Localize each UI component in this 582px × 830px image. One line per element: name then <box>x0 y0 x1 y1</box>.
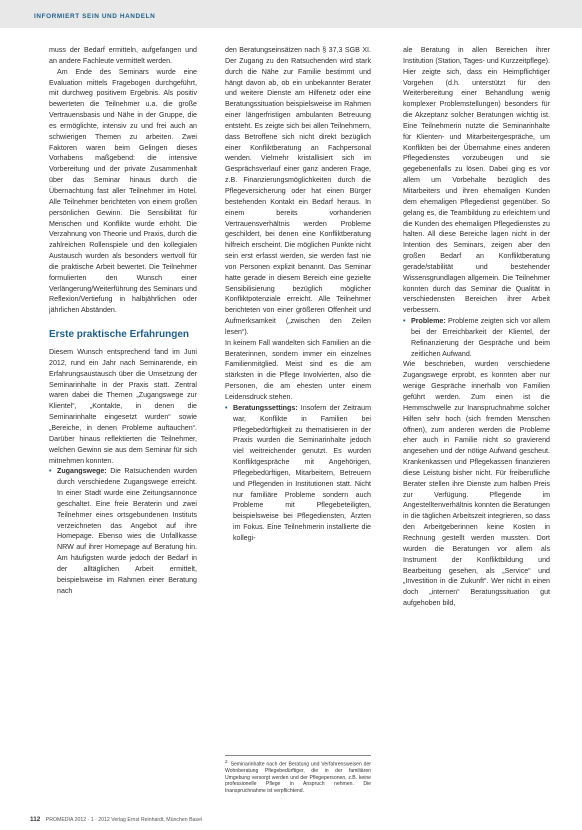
bullet-icon: • <box>403 317 406 326</box>
bullet-icon: • <box>49 467 52 476</box>
text-column-1 <box>49 45 197 597</box>
paragraph: muss der Bedarf ermitteln, aufgefangen und an andere Fachleute vermittelt werden. <box>49 46 197 65</box>
paragraph: Wie beschrieben, wurden verschiedene Zugangswege erprobt, es konnten aber nur wenige Gespräche innerhalb von Familien geführt werden. Zum einen ist die Hemmschwelle zur Inanspruchnahme solcher Hilfen sehr hoch (sich fremden Menschen öffnen), zum anderen werden die Probleme eher auch in Familie nicht so gravierend angesehen und der nötige Aufwand gescheut. Krankenkassen und Pflegekassen finanzieren diese Leistung bisher nicht. Für freiberufliche Berater stellen ihre Dienste zum halben Preis zur Verfügung. Pflegende im Angestelltenverhältnis konnten die Beratungen in die täglichen Arbeitszeit integrieren, so dass den Arbeitgeberinnen keine Kosten in Rechnung gestellt werden mussten. Dort wurden die Beratungen vor allem als Instrument der Konfliktbildung und Bearbeitung gesehen, als „Service“ und „Investition in die Zukunft“. Wer nicht in einen doch „internen“ Beratungssituation gut aufgehoben bild, <box>403 360 550 608</box>
bullet-text: Die Ratsuchenden wurden durch verschiedene Zugangswege erreicht. In einer Stadt wurde eine Zeitungsannonce geschaltet. Eine freie Beraterin und zwei Teilnehmer eines ortsgebundenen Instituts verzeichneten das Angebot auf ihre Homepage. Ebenso wies die Unfallkasse NRW auf ihrer Homepage auf Beratung hin. Am häufigsten wurde jedoch der Bedarf in der alltäglichen Arbeit ermittelt, beispielsweise im Rahmen einer Beratung nach <box>57 467 197 595</box>
footnote <box>225 755 371 795</box>
bullet-list <box>49 466 197 596</box>
paragraph: Am Ende des Seminars wurde eine Evaluation mittels Fragebogen durchgeführt, mit durchweg positivem Ergebnis. Als positiv bewerteten die Teilnehmer u.a. die große Vertrauensbasis und Nähe in der Gruppe, die es ermöglichte, intensiv zu und frei auch an schwierigen Themen zu arbeiten. Zwei Faktoren waren beim Gelingen dieses Vorhabens maßgebend: die intensive Vorbereitung und der private Zusammenhalt über das Seminar hinaus durch die Übernachtung fast aller Teilnehmer im Hotel. Alle Teilnehmer berichteten von einem großen persönlichen Gewinn. Die Sensibilität für Menschen und Konflikte wurde erhöht. Die Verzahnung von Theorie und Praxis, durch die zahlreichen Rollenspiele und den kollegialen Austausch wurden als besonders wertvoll für die praktische Arbeit bewertet. Die Teilnehmer formulierten den Wunsch einer Verlängerung/Weiterführung des Seminars und Reflexion/Vertiefung in halbjährlichen oder jährlichen Abständen. <box>49 67 197 315</box>
paragraph: den Beratungseinsätzen nach § 37,3 SGB XI. Der Zugang zu den Ratsuchenden wird stark durch die Nähe zur Familie bestimmt und hängt davon ab, ob ein unbekannter Berater und weitere Dienste am Hilfenetz oder eine Beratungssituation beispielsweise im Rahmen einer längerfristigen ambulanten Betreuung entsteht. Es zeigte sich bei allen Teilnehmern, dass Betroffene sich nicht direkt bezüglich einer Konfliktberatung an Fachpersonal wenden. Vielmehr kristallisiert sich im Gesprächsverlauf einer ganz anderen Frage, z.B. Finanzierungsmöglichkeiten durch die Pflegeversicherung oder hat einen Bürger bestehenden Kontakt ein Bedarf heraus. In einem bereits vorhandenen Vertrauensverhältnis werden Probleme geschildert, bei denen eine Konfliktberatung hilfreich erscheint. Die möglichen Punkte nicht sein erst erfasst werden, sie werden fast nie von Personen explizit benannt. Das Seminar hatte gerade in diesem Bereich eine gezielte Sensibilisierung bezüglich möglicher Konfliktpotenziale erreicht. Alle Teilnehmer berichteten von einer größeren Offenheit und Aufmerksamkeit („zwischen den Zeilen lesen“). <box>225 46 371 336</box>
page-footer <box>30 816 202 823</box>
bullet-list <box>225 403 371 544</box>
list-item <box>225 403 371 544</box>
bullet-icon: • <box>225 403 228 412</box>
bullet-text: Probleme zeigten sich vor allem bei der Erreichbarkeit der Klientel, der Refinanzierung der Gespräche und beim zeitlichen Aufwand. <box>411 317 550 358</box>
page-number: 112 <box>30 816 41 823</box>
paragraph: ale Beratung in allen Bereichen ihrer Institution (Station, Tages- und Kurzzeitpflege). Hier zeigte sich, dass ein Heimpflichtiger Vorgehen (d.h. unterstützt für den Weiterbereitung einer Behandlung wenig komplexer Problemstellungen) besonders für die Akzeptanz solcher Beratungen wichtig ist. Eine Teilnehmerin nutzte die Seminarinhalte für Klienten- und Mitarbeitergespräche, um Konflikten bei der Übernahme eines anderen Pflegedienstes vorzubeugen und sie gegebenenfalls zu lösen. Dabei ging es vor allem um Vorbehalte bezüglich des Mitarbeiters und ihren ehemaligen Kunden dem ehemaligen Pflegedienst gegenüber. So gelang es, die Teambildung zu erleichtern und die Kunden des ehemaligen Pflegedienstes zu halten. All diese Bereiche lagen nicht in der Intention des Seminars, zeigen aber den großen Bedarf an Konfliktberatung gerade/stabilität und bestehender Wissensgrundlagen allgemein. Die Teilnehmer konnten durch das Seminar die Qualität in verschiedensten Bereichen ihrer Arbeit verbessern. <box>403 46 550 315</box>
footer-text: PROMEDIA 2012 · 1 · 2012 Verlag Ernst Reinhardt, München Basel <box>45 817 203 823</box>
section-heading: Erste praktische Erfahrungen <box>49 329 190 341</box>
paragraph: In keinem Fall wandelten sich Familien an die Beraterinnen, sondern immer ein einzelnes Familienmitglied. Meist sind es die am stärksten in die Pflege Involvierten, also die Personen, die am ehesten unter einem Leidensdruck stehen. <box>225 338 371 401</box>
bullet-title: Beratungssettings: <box>233 403 298 412</box>
bullet-list <box>403 316 550 359</box>
bullet-text: Insofern der Zeitraum war, Konflikte in Familien bei Pflegebedürftigkeit zu thematisieren in der Praxis wurden die Seminarinhalte jedoch viel weitreichender genutzt. Es wurden Konfliktgespräche mit Angehörigen, Pflegebedürftigen, Mitarbeitern, Betreuern und Pflegenden in Institutionen statt. Nicht nur familiäre Probleme sondern auch Probleme mit Pflegebeteiligten, beispielsweise bei Pflegediensten, Ärzten im Fokus. Eine Teilnehmerin installierte die kollegi- <box>233 403 371 542</box>
bullet-title: Probleme: <box>411 317 446 326</box>
text-column-3 <box>403 45 550 609</box>
list-item <box>403 316 550 359</box>
paragraph: Diesem Wunsch entsprechend fand im Juni 2012, rund ein Jahr nach Seminarende, ein Erfahrungsaustausch über die Umsetzung der Seminarinhalte in der Praxis statt. Zentral waren dabei die Themen „Zugangswege zur Klientel“, „Kontakte, in denen die Seminarinhalte eingesetzt wurden“ sowie „Bereiche, in denen Probleme auftauchen“. Darüber hinaus reflektierten die Teilnehmer, welchen Gewinn sie aus dem Seminar für sich mitnehmen konnten. <box>49 348 197 465</box>
footnote-text: Seminarinhalte nach der Beratung und Verfahrensweisen der Wohnberatung Pflegebedürftiger, die in der familiären Umgebung versorgt werden und der Pflegepersonen, z.B. keine professionelle Pflege in Anspruch nehmen. Die Inanspruchnahme ist verpflichtend. <box>225 761 371 795</box>
text-column-2 <box>225 45 371 544</box>
bullet-title: Zugangswege: <box>57 467 107 476</box>
section-label: INFORMIERT SEIN UND HANDELN <box>34 13 156 20</box>
footnote-mark: 2 <box>225 759 228 764</box>
list-item <box>49 466 197 596</box>
